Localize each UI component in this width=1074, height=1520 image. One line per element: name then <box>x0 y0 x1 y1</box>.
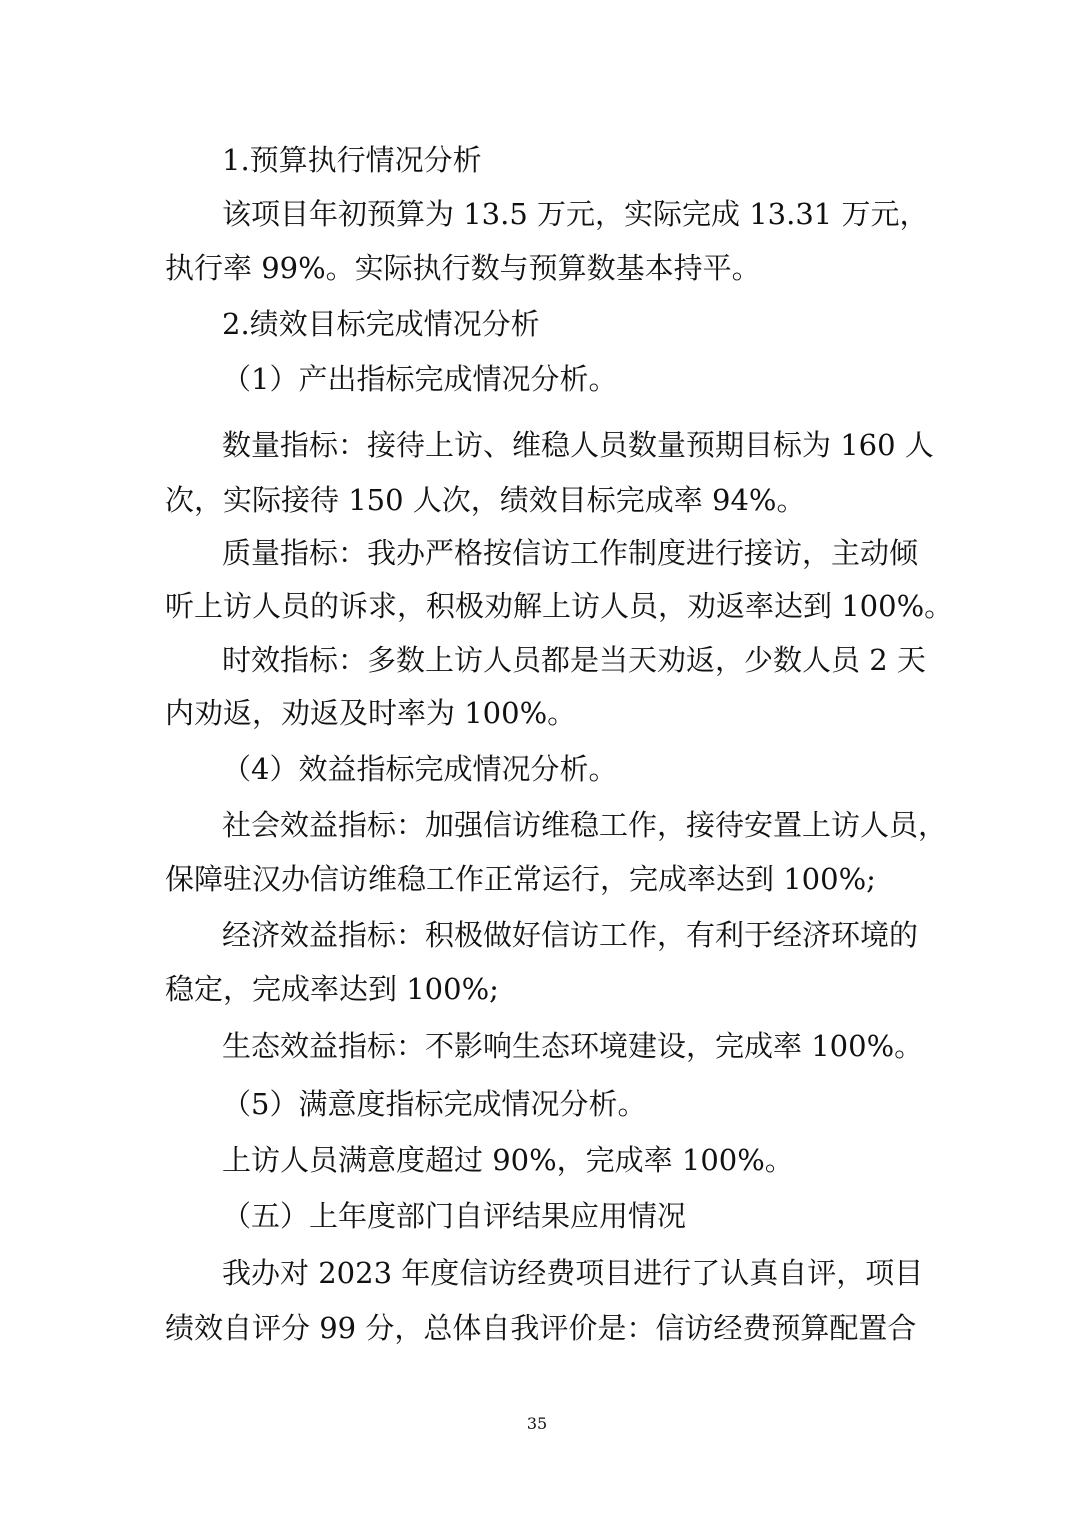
paragraph-line: 次，实际接待 150 人次，绩效目标完成率 94%。 <box>165 483 806 517</box>
page-number: 35 <box>526 1414 548 1433</box>
paragraph-line: 质量指标：我办严格按信访工作制度进行接访，主动倾 <box>222 536 919 570</box>
paragraph-line: 时效指标：多数上访人员都是当天劝返，少数人员 2 天 <box>222 643 926 677</box>
paragraph-line: 我办对 2023 年度信访经费项目进行了认真自评，项目 <box>222 1256 924 1290</box>
subheading-output-indicators: （1）产出指标完成情况分析。 <box>222 362 618 396</box>
heading-self-evaluation-application: （五）上年度部门自评结果应用情况 <box>222 1199 687 1233</box>
paragraph-line: 保障驻汉办信访维稳工作正常运行，完成率达到 100%; <box>165 862 876 896</box>
paragraph-line: 执行率 99%。实际执行数与预算数基本持平。 <box>165 251 761 285</box>
subheading-benefit-indicators: （4）效益指标完成情况分析。 <box>222 752 618 786</box>
subheading-satisfaction-indicators: （5）满意度指标完成情况分析。 <box>222 1087 647 1121</box>
heading-budget-execution-analysis: 1.预算执行情况分析 <box>222 143 482 177</box>
paragraph-line: 上访人员满意度超过 90%，完成率 100%。 <box>222 1143 794 1177</box>
heading-performance-target-analysis: 2.绩效目标完成情况分析 <box>222 307 540 341</box>
paragraph-line: 听上访人员的诉求，积极劝解上访人员，劝返率达到 100%。 <box>165 589 954 623</box>
paragraph-line: 社会效益指标：加强信访维稳工作，接待安置上访人员， <box>222 808 948 842</box>
paragraph-line: 绩效自评分 99 分，总体自我评价是：信访经费预算配置合 <box>165 1311 917 1345</box>
paragraph-line: 稳定，完成率达到 100%; <box>165 972 499 1006</box>
paragraph-line: 内劝返，劝返及时率为 100%。 <box>165 696 577 730</box>
paragraph-line: 数量指标：接待上访、维稳人员数量预期目标为 160 人 <box>222 428 934 462</box>
paragraph-line: 经济效益指标：积极做好信访工作，有利于经济环境的 <box>222 918 919 952</box>
paragraph-line: 生态效益指标：不影响生态环境建设，完成率 100%。 <box>222 1029 924 1063</box>
paragraph-line: 该项目年初预算为 13.5 万元，实际完成 13.31 万元， <box>222 197 929 231</box>
